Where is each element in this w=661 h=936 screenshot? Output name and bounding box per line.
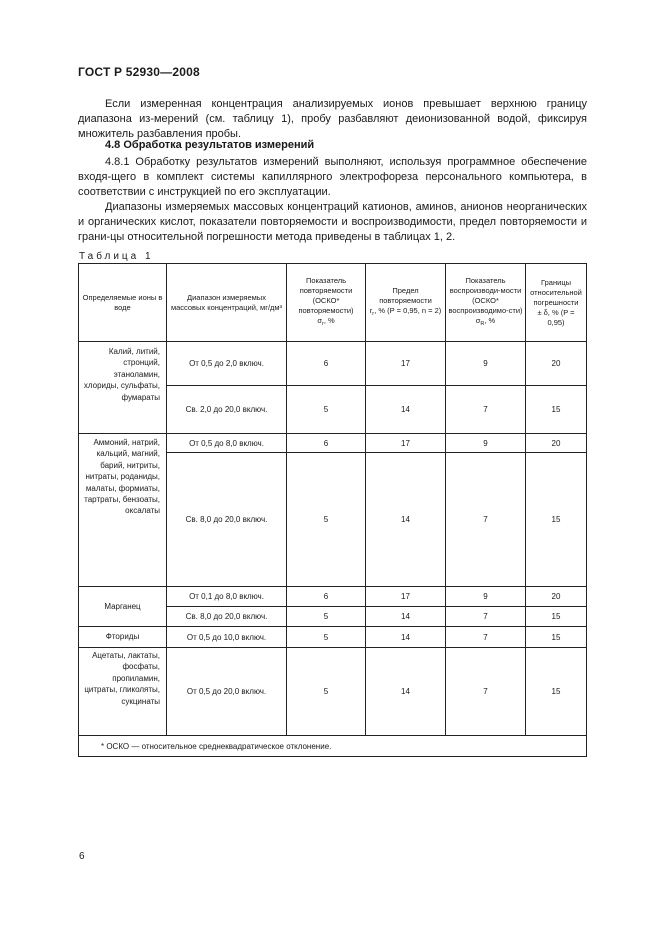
- table-row: [79, 587, 587, 607]
- header-repeatability-text: Показатель повторяемости (ОСКО* повторяемости): [298, 276, 354, 315]
- paragraph-ranges: Диапазоны измеряемых массовых концентраций катионов, аминов, анионов неорганических и органических кислот, показатели повторяемости и воспроизводимости, предел повторяемости и грани-цы относительной погрешности метода приведены в таблицах 1, 2.: [78, 201, 587, 243]
- r-cell: 17: [366, 342, 446, 386]
- delta-cell: 15: [526, 607, 587, 627]
- r-cell: 14: [366, 386, 446, 434]
- delta-cell: 15: [526, 648, 587, 736]
- sR-cell: 9: [446, 434, 526, 453]
- header-reproducibility-text: Показатель воспроизводи-мости (ОСКО* воспроизводимо-сти): [448, 276, 523, 315]
- r-cell: 17: [366, 587, 446, 607]
- ions-cell: Аммоний, натрий, кальций, магний, барий, нитриты, нитраты, роданиды, малаты, формиаты, тартраты, бензоаты, оксалаты: [79, 434, 167, 587]
- ions-cell: Ацетаты, лактаты, фосфаты, пропиламин, цитраты, гликоляты, сукцинаты: [79, 648, 167, 736]
- sigma-R-unit: , %: [484, 316, 496, 325]
- table-row: [79, 434, 587, 453]
- paragraph-processing: 4.8.1 Обработку результатов измерений выполняют, используя программное обеспечение входя-щего в комплект системы капиллярного электрофореза персонального компьютера, в соответствии с инструкцией по его эксплуатации.: [78, 156, 587, 198]
- table-caption: Таблица 1: [79, 251, 154, 262]
- paragraph-dilution: Если измеренная концентрация анализируемых ионов превышает верхнюю границу диапазона из-мерений (см. таблицу 1), пробу разбавляют деионизованной водой, фиксируя множитель разбавления пробы.: [78, 98, 587, 140]
- range-cell: Св. 8,0 до 20,0 включ.: [167, 453, 287, 587]
- table-footnote-row: [79, 736, 587, 757]
- ions-cell: Калий, литий, стронций, этаноламин, хлориды, сульфаты, фумараты: [79, 342, 167, 434]
- sigma-r-subscript: r: [321, 321, 324, 327]
- sr-cell: 5: [287, 453, 366, 587]
- range-cell: Св. 2,0 до 20,0 включ.: [167, 386, 287, 434]
- table-header-row: [79, 264, 587, 342]
- document-header: ГОСТ Р 52930—2008: [78, 65, 200, 79]
- header-error-bounds: [526, 264, 587, 342]
- sR-cell: 7: [446, 607, 526, 627]
- ions-cell: Марганец: [79, 587, 167, 627]
- sr-cell: 5: [287, 648, 366, 736]
- r-symbol: r: [369, 306, 373, 315]
- delta-cell: 20: [526, 342, 587, 386]
- delta-cell: 15: [526, 453, 587, 587]
- range-cell: От 0,1 до 8,0 включ.: [167, 587, 287, 607]
- table-row: [79, 648, 587, 736]
- range-cell: От 0,5 до 20,0 включ.: [167, 648, 287, 736]
- sr-cell: 5: [287, 627, 366, 648]
- sigma-R-symbol: σ: [475, 316, 481, 325]
- delta-cell: 15: [526, 386, 587, 434]
- header-repeatability-limit: [366, 264, 446, 342]
- sR-cell: 9: [446, 587, 526, 607]
- r-cell: 14: [366, 627, 446, 648]
- sigma-r-unit: , %: [323, 316, 335, 325]
- delta-cell: 20: [526, 587, 587, 607]
- range-cell: От 0,5 до 8,0 включ.: [167, 434, 287, 453]
- range-cell: От 0,5 до 2,0 включ.: [167, 342, 287, 386]
- header-limit-text: Предел повторяемости: [379, 286, 432, 305]
- table-row: [79, 342, 587, 386]
- r-subscript: г: [372, 311, 375, 317]
- table-1: [78, 263, 587, 757]
- sigma-R-subscript: R: [480, 321, 485, 327]
- sr-cell: 6: [287, 434, 366, 453]
- delta-cell: 20: [526, 434, 587, 453]
- header-error-text: Границы относительной погрешности: [530, 277, 582, 307]
- header-ions: Определяемые ионы в воде: [79, 264, 167, 342]
- r-cell: 14: [366, 607, 446, 627]
- header-repeatability: [287, 264, 366, 342]
- page-number: 6: [79, 851, 85, 862]
- ions-cell: Фториды: [79, 627, 167, 648]
- r-cell: 14: [366, 453, 446, 587]
- sR-cell: 9: [446, 342, 526, 386]
- sR-cell: 7: [446, 648, 526, 736]
- range-cell: Св. 8,0 до 20,0 включ.: [167, 607, 287, 627]
- r-unit: , % (P = 0,95, n = 2): [374, 306, 442, 315]
- range-cell: От 0,5 до 10,0 включ.: [167, 627, 287, 648]
- header-range: Диапазон измеряемых массовых концентраций, мг/дм³: [167, 264, 287, 342]
- sigma-r-symbol: σ: [317, 316, 322, 325]
- sR-cell: 7: [446, 627, 526, 648]
- table-row: [79, 627, 587, 648]
- delta-unit: ± δ, % (P = 0,95): [537, 307, 575, 327]
- sr-cell: 6: [287, 587, 366, 607]
- r-cell: 17: [366, 434, 446, 453]
- section-title: 4.8 Обработка результатов измерений: [105, 139, 315, 151]
- sR-cell: 7: [446, 386, 526, 434]
- table-footnote: * ОСКО — относительное среднеквадратическое отклонение.: [79, 736, 587, 757]
- r-cell: 14: [366, 648, 446, 736]
- sR-cell: 7: [446, 453, 526, 587]
- sr-cell: 5: [287, 386, 366, 434]
- delta-cell: 15: [526, 627, 587, 648]
- header-reproducibility: [446, 264, 526, 342]
- sr-cell: 5: [287, 607, 366, 627]
- sr-cell: 6: [287, 342, 366, 386]
